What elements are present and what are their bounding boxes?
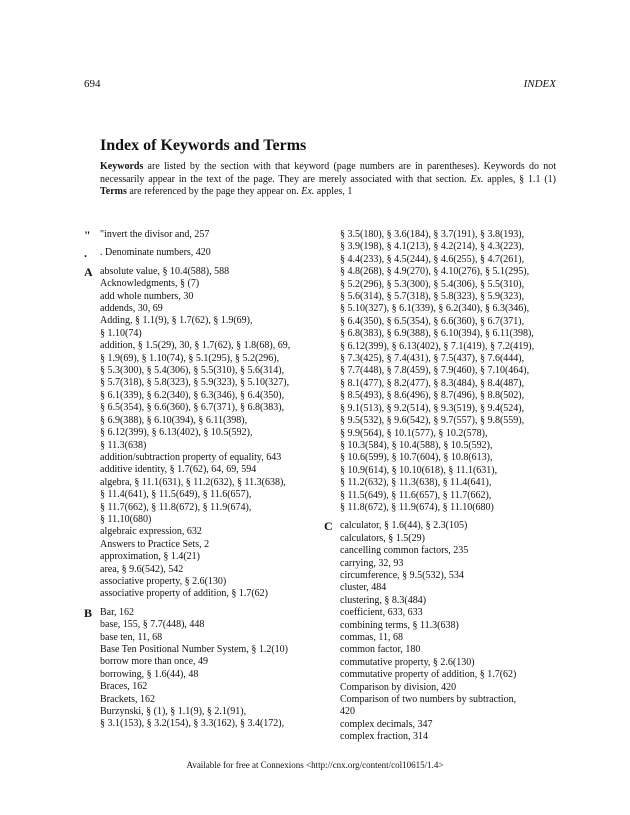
page-title: Index of Keywords and Terms [100,137,307,154]
page-number: 694 [84,78,101,90]
index-entry-line: "invert the divisor and, 257 [100,229,210,240]
index-entry-line: associative property of addition, § 1.7(62) [100,588,269,600]
index-letter-group [324,520,564,743]
index-entry-line: § 1.10(74) [100,327,142,339]
index-entry-line: algebra, § 11.1(631), § 11.2(632), § 11.3(638), [100,476,286,488]
index-entry-line: Braces, 162 [100,681,148,693]
intro-example-label-1: Ex. [470,173,484,185]
running-head: INDEX [523,78,556,90]
index-entry-line: § 3.9(198), § 4.1(213), § 4.2(214), § 4.3(223), [340,241,525,253]
index-entry-line: § 11.5(649), § 11.6(657), § 11.7(662), [340,489,492,501]
index-entry-line: borrow more than once, 49 [100,656,209,668]
index-entry-line: cluster, 484 [340,582,387,594]
index-entry-line: common factor, 180 [340,644,421,656]
index-entry-line: § 6.4(350), § 6.5(354), § 6.6(360), § 6.7(371), [340,315,525,327]
index-letter-group [84,247,320,259]
index-letter-group [84,266,320,601]
index-entry-line: circumference, § 9.5(532), 534 [340,569,464,581]
index-entry-line: base, 155, § 7.7(448), 448 [100,619,205,631]
index-entry-line: Acknowledgments, § (7) [100,278,200,290]
index-entry-line: Answers to Practice Sets, 2 [100,538,210,550]
index-entry-line: § 11.4(641), § 11.5(649), § 11.6(657), [100,489,252,501]
index-entry-line: combining terms, § 11.3(638) [340,619,459,631]
index-entry-line: § 8.5(493), § 8.6(496), § 8.7(496), § 8.8(502), [340,390,525,402]
index-entry-line: carrying, 32, 93 [340,557,404,569]
index-entry-line: add whole numbers, 30 [100,290,194,302]
index-entry-line: complex decimals, 347 [340,718,433,730]
index-entry-line: § 7.7(448), § 7.8(459), § 7.9(460), § 7.10(464), [340,365,530,377]
index-entry-line: . Denominate numbers, 420 [100,247,211,259]
index-letter-heading: . [84,246,87,261]
index-entry-line: commutative property of addition, § 1.7(62) [340,669,517,681]
index-entry-line: area, § 9.6(542), 542 [100,563,184,575]
index-entry-line: additive identity, § 1.7(62), 64, 69, 594 [100,464,257,476]
index-entry-line: § 5.3(300), § 5.4(306), § 5.5(310), § 5.6(314), [100,365,285,377]
index-entry-line: Bar, 162 [100,606,135,618]
index-entry-line: Base Ten Positional Number System, § 1.2(10) [100,644,288,655]
index-entry-line: § 1.9(69), § 1.10(74), § 5.1(295), § 5.2(296), [100,352,280,364]
index-entries [100,607,320,731]
index-entry-line: calculators, § 1.5(29) [340,532,425,544]
index-entries [100,229,320,241]
index-entry-line: addition/subtraction property of equality, 643 [100,451,282,463]
index-letter-group [84,607,320,731]
index-entries [340,520,564,743]
index-entry-line: commutative property, § 2.6(130) [340,656,475,668]
index-entry-line: § 10.6(599), § 10.7(604), § 10.8(613), [340,452,493,464]
index-entry-line: § 9.9(564), § 10.1(577), § 10.2(578), [340,427,488,439]
intro-terms-bold: Terms [100,186,127,197]
index-entry-line: § 10.3(584), § 10.4(588), § 10.5(592), [340,439,493,451]
intro-text-2: are referenced by the page they appear on. [126,186,302,197]
index-entry-line: § 3.5(180), § 3.6(184), § 3.7(191), § 3.8(193), [340,229,525,240]
page-footer: Available for free at Connexions <http://cnx.org/content/col10615/1.4> [186,760,444,770]
index-entry-line: § 6.12(399), § 6.13(402), § 7.1(419), § 7.2(419), [340,340,535,352]
index-entry-line: Adding, § 1.1(9), § 1.7(62), § 1.9(69), [100,315,253,327]
index-entry-line: borrowing, § 1.6(44), 48 [100,668,199,680]
index-entry-line: Burzynski, § (1), § 1.1(9), § 2.1(91), [100,706,247,718]
intro-example-1: apples, § 1.1 (1) [483,173,557,185]
index-letter-group [84,229,320,241]
index-letter-heading: " [84,228,91,242]
intro-paragraph [100,161,556,199]
index-entry-line: addends, 30, 69 [100,303,163,315]
intro-text-1: are listed by the section with that keyword (page numbers are in parentheses). Keywords do not necessarily appear in the text of the page. They are merely associated with that section. [100,161,556,185]
index-entry-line: § 11.3(638) [100,439,147,451]
index-entry-line: § 8.1(477), § 8.2(477), § 8.3(484), § 8.4(487), [340,377,525,389]
index-entry-line: § 10.9(614), § 10.10(618), § 11.1(631), [340,464,498,476]
index-entry-line: complex fraction, 314 [340,731,429,743]
index-entries [100,247,320,259]
index-entries [340,229,564,514]
index-entry-line: § 11.10(680) [100,513,152,525]
index-entry-line: § 6.12(399), § 6.13(402), § 10.5(592), [100,427,253,439]
index-entry-line: § 7.3(425), § 7.4(431), § 7.5(437), § 7.6(444), [340,353,525,365]
index-entry-line: § 11.7(662), § 11.8(672), § 11.9(674), [100,501,252,513]
index-entry-line: § 6.9(388), § 6.10(394), § 6.11(398), [100,414,248,426]
index-entry-line: § 4.8(268), § 4.9(270), § 4.10(276), § 5.1(295), [340,266,530,278]
index-column-right [324,229,564,750]
index-entry-line: clustering, § 8.3(484) [340,594,427,606]
index-entry-line: calculator, § 1.6(44), § 2.3(105) [340,520,468,532]
intro-example-2: apples, 1 [314,186,353,197]
index-entry-line: associative property, § 2.6(130) [100,575,227,587]
index-entry-line: § 9.1(513), § 9.2(514), § 9.3(519), § 9.4(524), [340,402,525,414]
index-entry-line: § 9.5(532), § 9.6(542), § 9.7(557), § 9.8(559), [340,415,525,427]
index-entry-line: Brackets, 162 [100,693,155,705]
index-entry-line: § 6.5(354), § 6.6(360), § 6.7(371), § 6.8(383), [100,402,285,414]
intro-keywords-bold: Keywords [100,161,144,172]
index-entry-line: § 3.1(153), § 3.2(154), § 3.3(162), § 3.4(172), [100,718,285,730]
index-entry-line: coefficient, 633, 633 [340,607,423,619]
index-entry-line: § 11.2(632), § 11.3(638), § 11.4(641), [340,477,492,489]
index-entry-line: absolute value, § 10.4(588), 588 [100,265,230,277]
index-entry-line: Comparison of two numbers by subtraction, [340,694,517,706]
index-letter-heading: C [324,519,333,534]
index-letter-group [324,229,564,514]
index-entry-line: § 6.1(339), § 6.2(340), § 6.3(346), § 6.4(350), [100,389,285,401]
index-entry-line: § 4.4(233), § 4.5(244), § 4.6(255), § 4.7(261), [340,253,525,265]
index-column-left [84,229,320,737]
index-entry-line: algebraic expression, 632 [100,526,202,538]
index-letter-heading: B [84,605,93,620]
index-entry-line: 420 [340,706,355,718]
index-entry-line: Comparison by division, 420 [340,681,457,693]
index-entry-line: § 6.8(383), § 6.9(388), § 6.10(394), § 6.11(398), [340,328,534,340]
index-entry-line: base ten, 11, 68 [100,631,163,643]
index-entry-line: § 5.10(327), § 6.1(339), § 6.2(340), § 6.3(346), [340,303,530,315]
index-letter-heading: A [84,264,93,279]
index-entry-line: cancelling common factors, 235 [340,545,469,557]
index-entry-line: addition, § 1.5(29), 30, § 1.7(62), § 1.8(68), 69, [100,340,291,352]
index-entries [100,266,320,601]
index-entry-line: § 11.8(672), § 11.9(674), § 11.10(680) [340,501,494,513]
index-entry-line: § 5.2(296), § 5.3(300), § 5.4(306), § 5.5(310), [340,278,525,290]
index-entry-line: approximation, § 1.4(21) [100,551,200,563]
index-entry-line: commas, 11, 68 [340,632,403,643]
index-entry-line: § 5.7(318), § 5.8(323), § 5.9(323), § 5.10(327), [100,377,290,389]
index-entry-line: § 5.6(314), § 5.7(318), § 5.8(323), § 5.9(323), [340,291,525,303]
intro-example-label-2: Ex. [301,186,315,197]
